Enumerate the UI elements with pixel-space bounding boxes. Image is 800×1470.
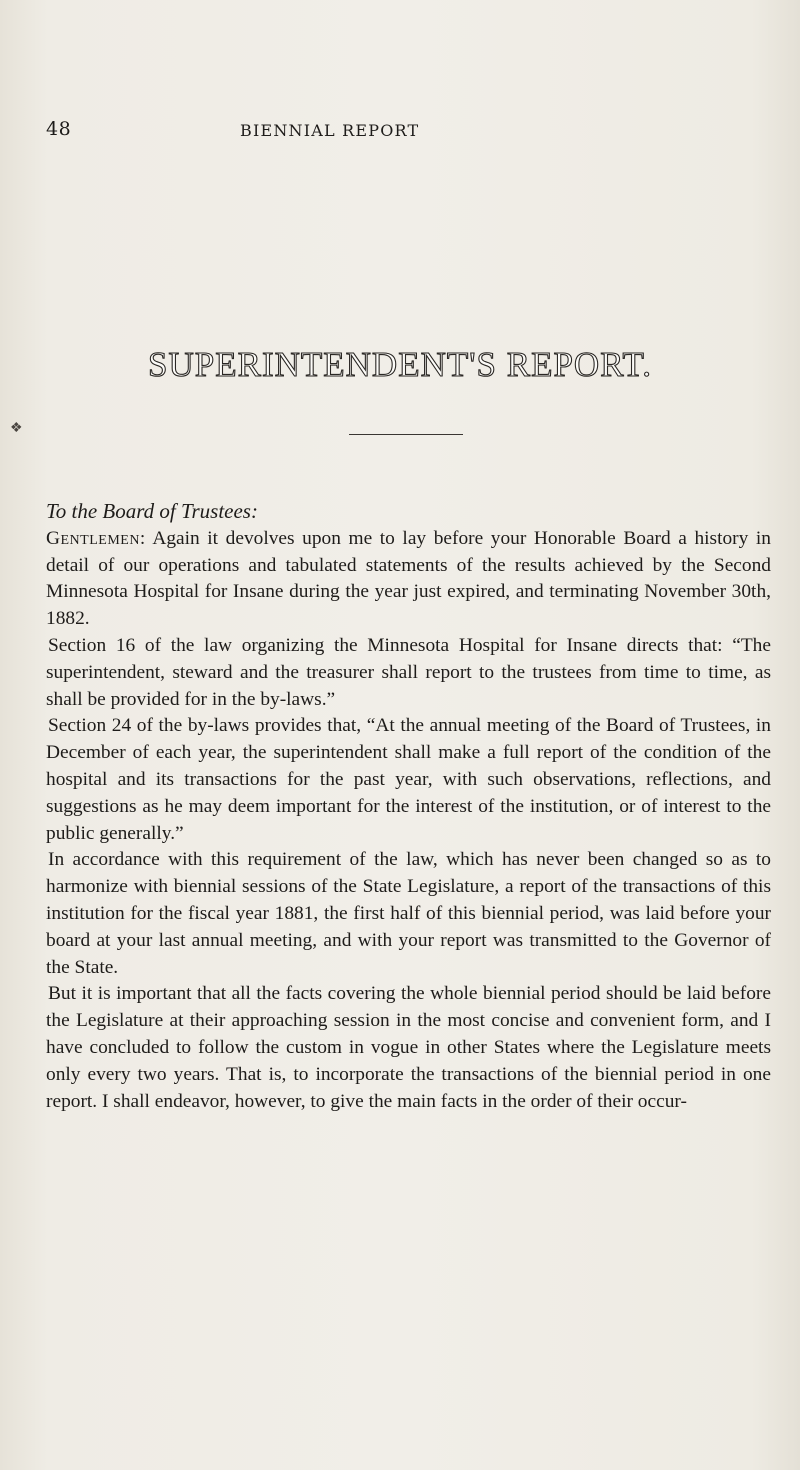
- report-body: [46, 498, 771, 1115]
- paragraph-5: [46, 981, 771, 1115]
- paragraph-text: But it is important that all the facts covering the whole biennial period should be laid before the Legislature at their approaching session in the most concise and convenient form, and I have concluded to follow the custom in vogue in other States where the Legislature meets only every two years. That is, to incorporate the transactions of the biennial period in one report. I shall endeavor, however, to give the main facts in the order of their occur-: [46, 983, 771, 1112]
- paragraph-text: In accordance with this requirement of the law, which has never been changed so as to harmonize with biennial sessions of the State Legislature, a report of the transactions of this institution for the fiscal year 1881, the first half of this biennial period, was laid before your board at your last annual meeting, and with your report was transmitted to the Governor of the State.: [46, 849, 771, 978]
- salutation: To the Board of Trustees:: [46, 499, 258, 523]
- report-title: SUPERINTENDENT'S REPORT.: [148, 345, 652, 384]
- page-number: 48: [46, 118, 72, 140]
- paragraph-3: [46, 713, 771, 847]
- paragraph-text: Section 24 of the by-laws provides that, “At the annual meeting of the Board of Trustees, in December of each year, the superintendent shall make a full report of the condition of the hospital and its transactions for the past year, with such observations, reflections, and suggestions as he may deem important for the interest of the institution, or of interest to the public generally.”: [46, 715, 771, 844]
- paragraph-2: [46, 633, 771, 713]
- running-head: BIENNIAL REPORT: [240, 121, 420, 140]
- paragraph-text: Section 16 of the law organizing the Minnesota Hospital for Insane directs that: “The superintendent, steward and the treasurer shall report to the trustees from time to time, as shall be provided for in the by-laws.”: [46, 634, 771, 710]
- paragraph-lead: Gentlemen:: [46, 527, 146, 549]
- ornament-icon: ❖: [10, 420, 23, 436]
- paragraph-4: [46, 847, 771, 981]
- paragraph-text: Again it devolves upon me to lay before your Honorable Board a history in detail of our operations and tabulated statements of the results achieved by the Second Minnesota Hospital for Insane during the year just expired, and terminating November 30th, 1882.: [46, 527, 771, 630]
- title-rule: [349, 434, 463, 435]
- paragraph-1: [46, 526, 771, 633]
